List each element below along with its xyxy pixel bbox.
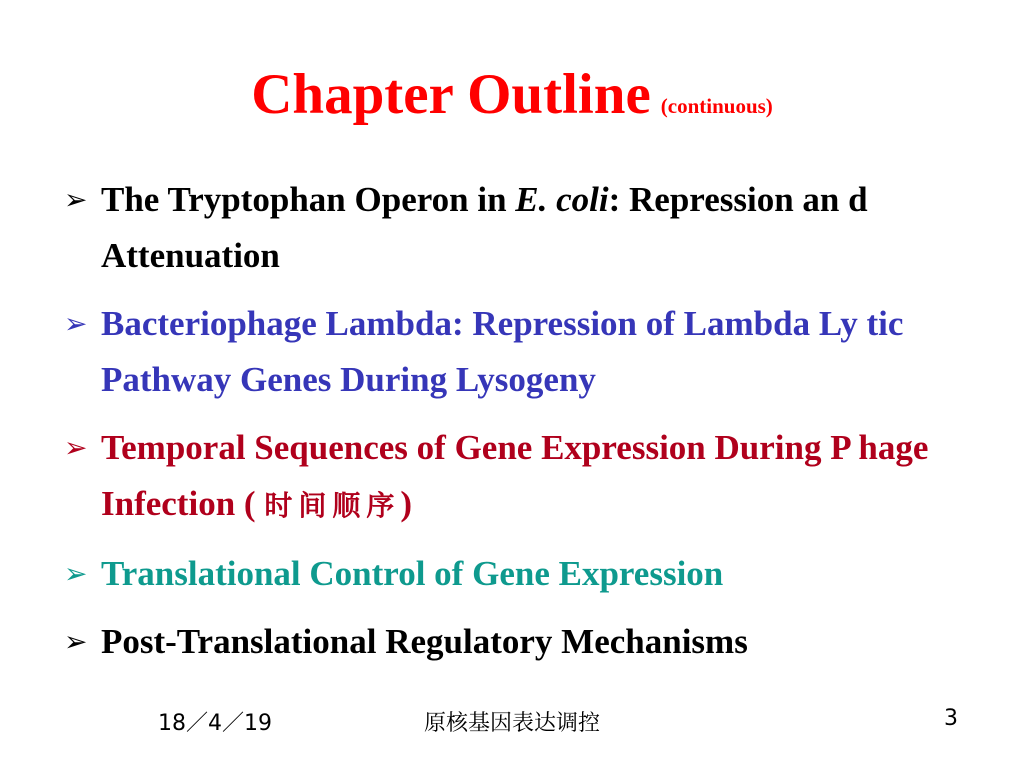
arrowhead-icon: ➢: [64, 431, 88, 464]
bullet-text: Translational Control of Gene Expression: [101, 554, 724, 593]
bullet-item: [64, 420, 964, 534]
arrowhead-icon: ➢: [64, 307, 88, 340]
arrowhead-icon: ➢: [64, 625, 88, 658]
page-number: 3: [944, 706, 958, 731]
bullet-text: Post-Translational Regulatory Mechanisms: [101, 622, 748, 661]
footer-date: 18／4／19: [158, 711, 272, 736]
title-subtitle: (continuous): [660, 94, 773, 118]
bullet-text: : Repression an d Attenuation: [101, 180, 868, 275]
bullet-item: [64, 296, 964, 408]
arrowhead-icon: ➢: [64, 183, 88, 216]
bullet-item: [64, 546, 964, 602]
bullet-item: [64, 614, 964, 670]
arrowhead-icon: ➢: [64, 557, 88, 590]
bullet-cjk-text: 时间顺序: [264, 489, 401, 522]
footer-title: 原核基因表达调控: [423, 711, 600, 736]
bullet-italic: E. coli: [515, 180, 609, 219]
bullet-text: Bacteriophage Lambda: Repression of Lambda Ly tic Pathway Genes During Lysogeny: [101, 304, 904, 399]
title-main: Chapter Outline: [251, 63, 651, 126]
slide-title: [0, 62, 1024, 127]
bullet-text: The Tryptophan Operon in: [101, 180, 516, 219]
bullet-suffix: ): [400, 484, 412, 523]
bullet-list: [64, 172, 964, 682]
bullet-text: Temporal Sequences of Gene Expression During P hage Infection (: [101, 428, 929, 523]
bullet-item: [64, 172, 964, 284]
